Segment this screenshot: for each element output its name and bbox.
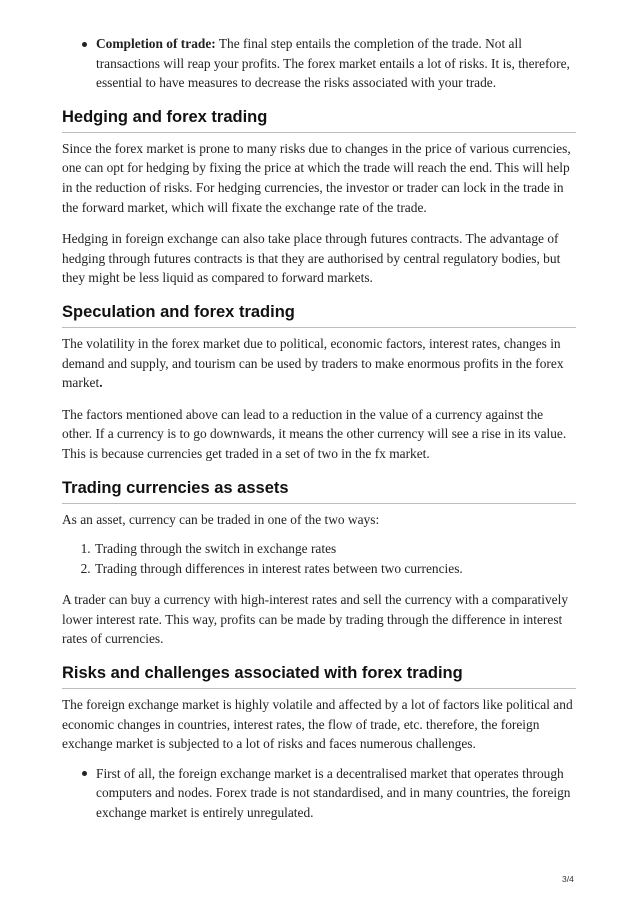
paragraph: The factors mentioned above can lead to a reduction in the value of a currency against the other. If a currency is to go downwards, it means the other currency will see a rise in its value. This is because currencies get traded in a set of two in the fx market. <box>62 406 567 461</box>
list-item: 1. Trading through the switch in exchange rates <box>94 539 576 559</box>
section-heading: Hedging and forex trading <box>62 107 576 133</box>
list-item: 2. Trading through differences in interest rates between two currencies. <box>94 559 576 579</box>
paragraph: Hedging in foreign exchange can also take place through futures contracts. The advantage of hedging through futures contracts is that they are authorised by central regulatory bodies, but they might be less liquid as compared to forward markets. <box>62 231 561 286</box>
section-heading: Speculation and forex trading <box>62 302 576 328</box>
numbered-list <box>62 539 576 578</box>
section-heading: Risks and challenges associated with forex trading <box>62 663 576 689</box>
bold-period: . <box>99 375 103 391</box>
paragraph: Since the forex market is prone to many risks due to changes in the price of various currencies, one can opt for hedging by fixing the price at which the trade will reach the end. This will help in the reduction of risks. For hedging currencies, the investor or trader can lock in the trade in the forward market, which will fixate the exchange rate of the trade. <box>62 140 571 215</box>
bullet-list <box>62 764 576 823</box>
page-number: 3/4 <box>562 874 574 884</box>
section-heading: Trading currencies as assets <box>62 478 576 504</box>
paragraph-text: The volatility in the forex market due to political, economic factors, interest rates, changes in demand and supply, and tourism can be used by traders to make enormous profits in the forex market <box>62 335 564 391</box>
paragraph: As an asset, currency can be traded in one of the two ways: <box>62 511 380 527</box>
list-item: First of all, the foreign exchange market is a decentralised market that operates through computers and nodes. Forex trade is not standardised, and in many countries, the foreign exchange market is entirely unregulated. <box>96 764 576 823</box>
document-page <box>62 34 576 823</box>
bold-term: Completion of trade: <box>96 36 216 51</box>
paragraph <box>62 334 576 393</box>
paragraph: A trader can buy a currency with high-interest rates and sell the currency with a comparatively lower interest rate. This way, profits can be made by trading through the difference in interest rates of currencies. <box>62 592 569 647</box>
list-item <box>96 34 576 93</box>
list-item-text: The final step entails the completion of the trade. Not all transactions will reap your profits. The forex market entails a lot of risks. It is, therefore, essential to have measures to decrease the risks associated with your trade. <box>96 36 570 91</box>
paragraph: The foreign exchange market is highly volatile and affected by a lot of factors like political and economic changes in countries, interest rates, the flow of trade, etc. therefore, the foreign exchange market is subjected to a lot of risks and faces numerous challenges. <box>62 697 573 752</box>
bullet-list <box>62 34 576 93</box>
